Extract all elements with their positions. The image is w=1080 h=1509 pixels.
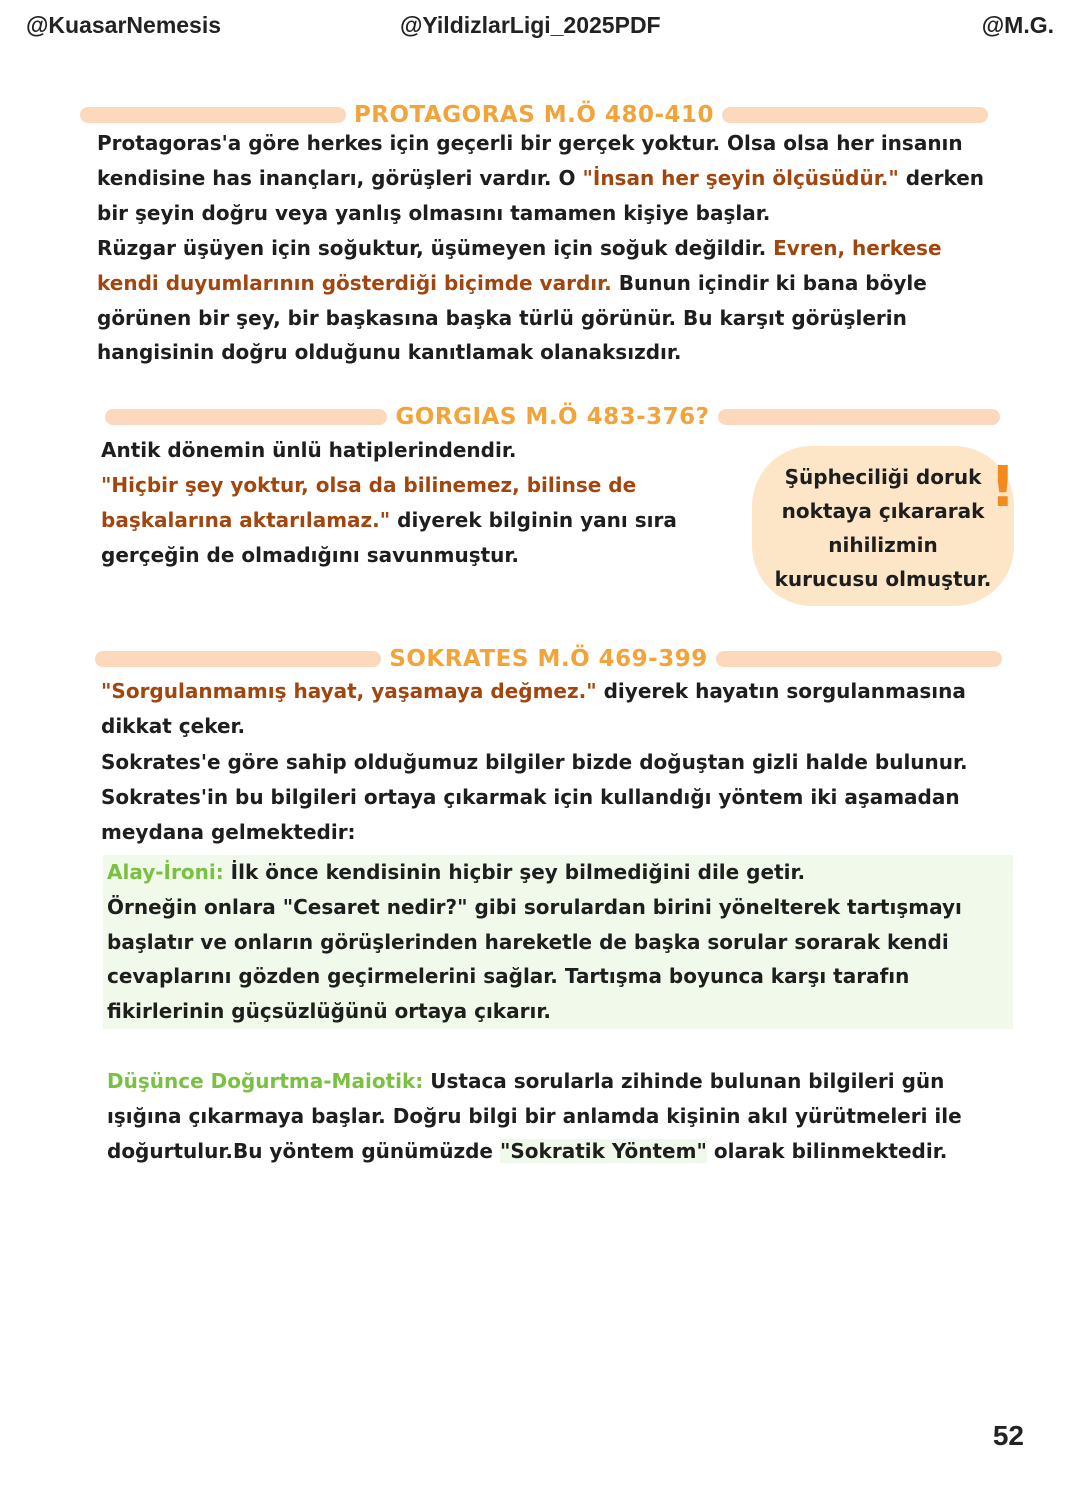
page-number: 52 [992,1420,1024,1451]
protagoras-highlight: Evren, herkese kendi duyumlarının gösterdiği biçimde vardır. [97,236,942,295]
header-center-handle: @YildizlarLigi_2025PDF [400,12,661,38]
title-bar-left [95,651,381,667]
sokrates-title-row [95,642,1002,676]
sokrates-paragraph-2: Sokrates'e göre sahip olduğumuz bilgiler bizde doğuştan gizli halde bulunur. Sokrates'in bu bilgileri ortaya çıkarmak için kullandığı yöntem iki aşamadan meydana gelmektedir: [101,750,968,844]
text-segment: olarak bilinmektedir. [706,1138,948,1163]
irony-label: Alay-İroni: [107,860,224,884]
text-segment: Tartışma boyunca karşı tarafın fikirlerinin güçsüzlüğünü ortaya çıkarır. [107,964,910,1024]
text-segment: derken bir şeyin doğru veya yanlış olmasını tamamen kişiye başlar. [97,165,985,225]
text-segment: diyerek bilginin yanı sıra gerçeğin de olmadığını savunmuştur. [101,507,677,567]
text-segment: Protagoras'a göre herkes için geçerli bir gerçek yoktur. Olsa olsa her insanın kendisine has inançları, görüşleri vardır. O [97,131,963,190]
gorgias-title-row [105,400,1000,434]
text-segment: Ustaca sorularla zihinde bulunan bilgileri gün ışığına çıkarmaya başlar. Doğru bilgi bir anlamda kişinin akıl yürütmeleri ile doğurtulur.Bu yöntem günümüzde [107,1069,962,1163]
text-segment: Bunun içindir ki bana böyle görünen bir şey, bir başkasına başka türlü görünür. Bu karşıt görüşlerin hangisinin doğru olduğunu kanıtlamak olanaksızdır. [97,270,927,365]
maieutic-block [103,1064,1003,1168]
page-header [0,12,1080,46]
text-segment: İlk önce kendisinin hiçbir şey bilmediğini dile getir. [223,860,806,884]
gorgias-quote: "Hiçbir şey yoktur, olsa da bilinemez, bilinse de başkalarına aktarılamaz." [101,473,637,532]
protagoras-paragraph-2 [97,231,1007,370]
protagoras-paragraph-1 [97,126,1007,230]
title-bar-right [718,409,1000,425]
gorgias-paragraph-2 [101,468,701,572]
sokrates-title: SOKRATES M.Ö 469-399 [389,646,708,672]
title-bar-right [722,107,988,123]
text-segment: diyerek hayatın sorgulanmasına dikkat çeker. [101,679,966,738]
gorgias-title: GORGIAS M.Ö 483-376? [395,404,710,430]
sokrates-paragraph-1 [101,674,1001,744]
note-bubble [752,446,1014,606]
protagoras-quote: "İnsan her şeyin ölçüsüdür." [582,165,899,190]
maieutic-quote: "Sokratik Yöntem" [499,1138,707,1163]
maieutic-label: Düşünce Doğurtma-Maiotik: [107,1069,424,1093]
sokrates-quote: "Sorgulanmamış hayat, yaşamaya değmez." [101,679,597,703]
note-text: Şüpheciliği doruk noktaya çıkararak nihilizmin kurucusu olmuştur. [774,465,992,591]
title-bar-left [105,409,387,425]
title-bar-left [80,107,346,123]
gorgias-paragraph-1: Antik dönemin ünlü hatiplerindendir. [101,438,517,462]
header-right-handle: @M.G. [981,12,1054,38]
text-segment: Rüzgar üşüyen için soğuktur, üşümeyen için soğuk değildir. [97,236,774,260]
protagoras-title: PROTAGORAS M.Ö 480-410 [353,102,715,128]
exclamation-icon: ! [990,455,1016,520]
irony-block [103,855,1013,1029]
text-segment: Örneğin onlara "Cesaret nedir?" gibi sorulardan birini yönelterek tartışmayı başlatır ve onların görüşlerinden hareketle de başka sorular sorarak kendi cevaplarını gözden geçirmelerini sağlar. [107,894,962,989]
title-bar-right [716,651,1002,667]
header-left-handle: @KuasarNemesis [26,12,222,38]
